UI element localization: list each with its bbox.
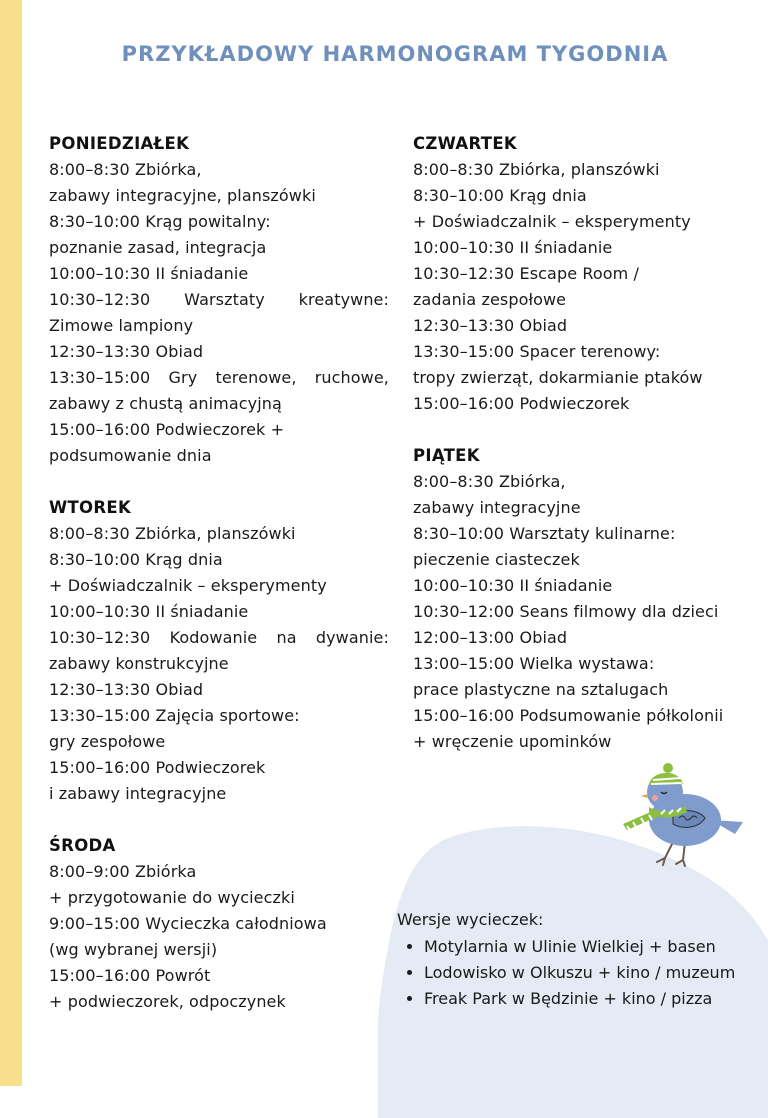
schedule-line: 10:30–12:30 Escape Room /	[413, 264, 639, 283]
schedule-line: poznanie zasad, integracja	[49, 238, 267, 257]
schedule-line: 13:00–15:00 Wielka wystawa:	[413, 654, 655, 673]
schedule-line: 12:30–13:30 Obiad	[49, 342, 204, 361]
schedule-line: 15:00–16:00 Powrót	[49, 966, 211, 985]
schedule-line: (wg wybranej wersji)	[49, 940, 218, 959]
schedule-line: 10:00–10:30 II śniadanie	[413, 238, 613, 257]
schedule-line: 8:30–10:00 Krąg dnia	[49, 550, 223, 569]
schedule-line: 15:00–16:00 Podwieczorek	[49, 758, 266, 777]
trips-list	[397, 934, 762, 1012]
schedule-line: 8:00–8:30 Zbiórka,	[49, 160, 202, 179]
schedule-line: + podwieczorek, odpoczynek	[49, 992, 286, 1011]
day-wednesday	[49, 833, 389, 1015]
left-column	[49, 131, 389, 1041]
schedule-line: zabawy integracyjne	[413, 498, 581, 517]
schedule-line: 8:30–10:00 Krąg dnia	[413, 186, 587, 205]
schedule-line: i zabawy integracyjne	[49, 784, 227, 803]
day-heading: PIĄTEK	[413, 446, 480, 465]
schedule-line: 10:30–12:30 Kodowanie na dywanie:	[49, 628, 389, 647]
day-heading: CZWARTEK	[413, 134, 517, 153]
right-column	[413, 131, 753, 781]
schedule-line: 8:00–8:30 Zbiórka, planszówki	[413, 160, 660, 179]
trip-item: • Lodowisko w Olkuszu + kino / muzeum	[424, 960, 762, 986]
schedule-line: 8:30–10:00 Krąg powitalny:	[49, 212, 271, 231]
day-thursday	[413, 131, 753, 417]
schedule-line: 13:30–15:00 Spacer terenowy:	[413, 342, 661, 361]
schedule-line: zabawy konstrukcyjne	[49, 654, 229, 673]
schedule-line: Zimowe lampiony	[49, 316, 194, 335]
schedule-line: 12:00–13:00 Obiad	[413, 628, 568, 647]
bird-illustration	[603, 752, 753, 872]
schedule-line: prace plastyczne na sztalugach	[413, 680, 669, 699]
day-heading: ŚRODA	[49, 836, 116, 855]
trips-heading: Wersje wycieczek:	[397, 910, 544, 929]
schedule-line: 10:00–10:30 II śniadanie	[413, 576, 613, 595]
schedule-line: 10:30–12:00 Seans filmowy dla dzieci	[413, 602, 719, 621]
trip-versions	[397, 907, 762, 1012]
schedule-line: 10:00–10:30 II śniadanie	[49, 264, 249, 283]
schedule-line: + Doświadczalnik – eksperymenty	[49, 576, 327, 595]
schedule-line: + wręczenie upominków	[413, 732, 612, 751]
schedule-line: 9:00–15:00 Wycieczka całodniowa	[49, 914, 327, 933]
schedule-line: zadania zespołowe	[413, 290, 567, 309]
schedule-line: podsumowanie dnia	[49, 446, 212, 465]
schedule-line: + przygotowanie do wycieczki	[49, 888, 295, 907]
schedule-line: pieczenie ciasteczek	[413, 550, 580, 569]
schedule-line: 12:30–13:30 Obiad	[49, 680, 204, 699]
schedule-line: 10:00–10:30 II śniadanie	[49, 602, 249, 621]
schedule-line: tropy zwierząt, dokarmianie ptaków	[413, 368, 703, 387]
day-tuesday	[49, 495, 389, 807]
side-stripe	[0, 0, 22, 1086]
schedule-line: 8:00–8:30 Zbiórka,	[413, 472, 566, 491]
trip-item: • Motylarnia w Ulinie Wielkiej + basen	[424, 934, 762, 960]
schedule-line: gry zespołowe	[49, 732, 166, 751]
schedule-line: 8:00–8:30 Zbiórka, planszówki	[49, 524, 296, 543]
schedule-line: zabawy integracyjne, planszówki	[49, 186, 316, 205]
schedule-line: zabawy z chustą animacyjną	[49, 394, 282, 413]
schedule-line: 13:30–15:00 Zajęcia sportowe:	[49, 706, 300, 725]
schedule-line: 15:00–16:00 Podwieczorek +	[49, 420, 285, 439]
schedule-line: 8:30–10:00 Warsztaty kulinarne:	[413, 524, 676, 543]
schedule-line: 13:30–15:00 Gry terenowe, ruchowe,	[49, 368, 389, 387]
day-heading: WTOREK	[49, 498, 132, 517]
schedule-line: 12:30–13:30 Obiad	[413, 316, 568, 335]
schedule-line: 8:00–9:00 Zbiórka	[49, 862, 197, 881]
schedule-line: 15:00–16:00 Podsumowanie półkolonii	[413, 706, 724, 725]
schedule-line: 10:30–12:30 Warsztaty kreatywne:	[49, 290, 389, 309]
day-friday	[413, 443, 753, 755]
trip-item: • Freak Park w Będzinie + kino / pizza	[424, 986, 762, 1012]
page-title: PRZYKŁADOWY HARMONOGRAM TYGODNIA	[121, 42, 669, 66]
schedule-line: + Doświadczalnik – eksperymenty	[413, 212, 691, 231]
schedule-line: 15:00–16:00 Podwieczorek	[413, 394, 630, 413]
day-heading: PONIEDZIAŁEK	[49, 134, 190, 153]
day-monday	[49, 131, 389, 469]
